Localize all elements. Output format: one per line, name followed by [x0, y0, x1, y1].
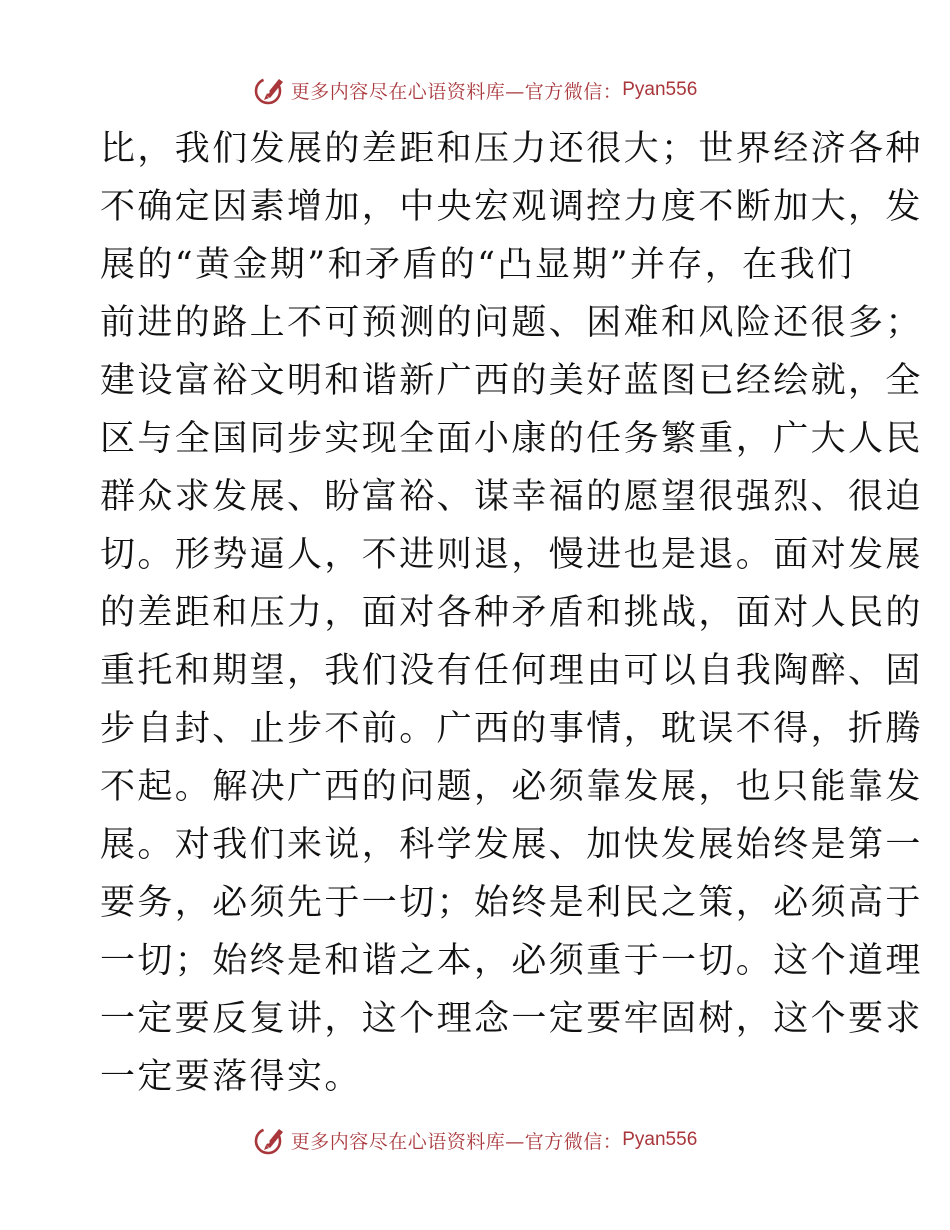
wechat-id: Pyan556: [622, 1129, 698, 1150]
text-line: 一定要反复讲，这个理念一定要牢固树，这个要求: [100, 999, 923, 1039]
text-line: 要务，必须先于一切；始终是利民之策，必须高于: [100, 883, 923, 923]
header-banner: [0, 70, 950, 110]
pen-nib-logo-icon: [253, 1123, 287, 1157]
text-line: 不起。解决广西的问题，必须靠发展，也只能靠发: [100, 767, 923, 807]
footer-banner: [0, 1120, 950, 1160]
text-line: 建设富裕文明和谐新广西的美好蓝图已经绘就，全: [100, 361, 923, 401]
text-line: 一定要落得实。: [100, 1057, 362, 1097]
text-line: 步自封、止步不前。广西的事情，耽误不得，折腾: [100, 709, 923, 749]
banner-text: 更多内容尽在心语资料库—官方微信：: [290, 1130, 623, 1153]
text-line: 不确定因素增加，中央宏观调控力度不断加大，发: [100, 187, 923, 227]
text-line: 重托和期望，我们没有任何理由可以自我陶醉、固: [100, 651, 923, 691]
text-line: 一切；始终是和谐之本，必须重于一切。这个道理: [100, 941, 923, 981]
text-line: 区与全国同步实现全面小康的任务繁重，广大人民: [100, 419, 923, 459]
text-line: 前进的路上不可预测的问题、困难和风险还很多；: [100, 303, 923, 343]
document-body: [100, 120, 923, 1106]
banner-text: 更多内容尽在心语资料库—官方微信：: [290, 80, 623, 103]
text-line: 展的“黄金期”和矛盾的“凸显期”并存，在我们: [100, 245, 855, 285]
text-line: 切。形势逼人，不进则退，慢进也是退。面对发展: [100, 535, 923, 575]
text-line: 比，我们发展的差距和压力还很大；世界经济各种: [100, 129, 923, 169]
text-line: 的差距和压力，面对各种矛盾和挑战，面对人民的: [100, 593, 923, 633]
text-line: 展。对我们来说，科学发展、加快发展始终是第一: [100, 825, 923, 865]
pen-nib-logo-icon: [253, 73, 287, 107]
wechat-id: Pyan556: [622, 79, 698, 100]
text-line: 群众求发展、盼富裕、谋幸福的愿望很强烈、很迫: [100, 477, 923, 517]
